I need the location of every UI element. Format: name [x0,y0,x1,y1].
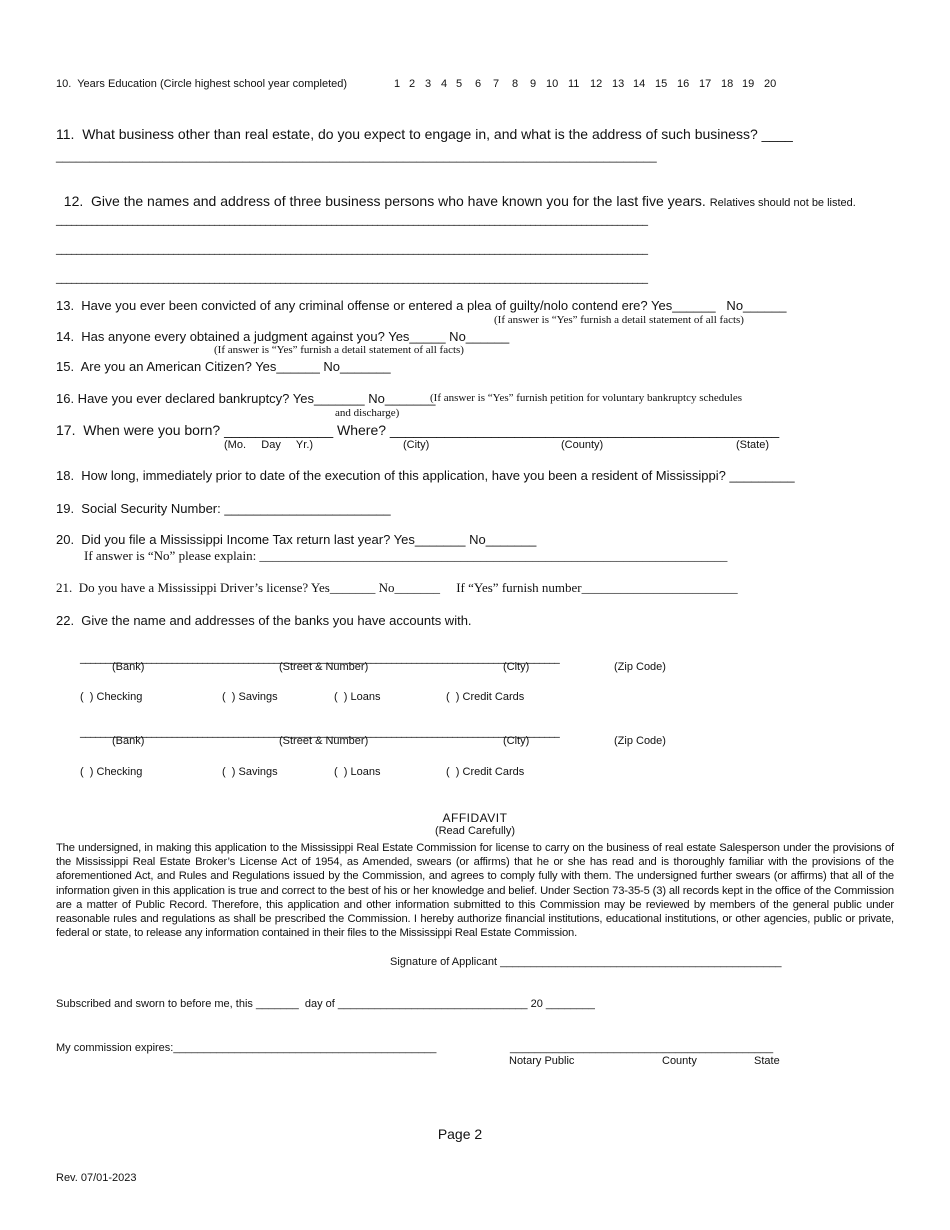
q15-label[interactable]: 15. Are you an American Citizen? Yes______ No_______ [56,359,391,374]
year-option[interactable]: 20 [764,78,777,90]
bank-1-col-city: (City) [503,661,530,673]
bank-1-col-zip: (Zip Code) [614,661,666,673]
signature-line[interactable]: Signature of Applicant ______________________________________________ [390,956,782,968]
year-option[interactable]: 14 [633,78,646,90]
year-option[interactable]: 19 [742,78,755,90]
notary-public-label: Notary Public [509,1055,575,1067]
bank-2-credit-checkbox[interactable]: ( ) Credit Cards [446,766,525,778]
q17-label[interactable]: 17. When were you born? ______________ Where? __________________________________________________ [56,422,780,438]
revision-label: Rev. 07/01-2023 [56,1172,137,1184]
year-option[interactable]: 8 [512,78,519,90]
bank-2-savings-checkbox[interactable]: ( ) Savings [222,766,278,778]
year-option[interactable]: 12 [590,78,603,90]
commission-expires-line[interactable]: My commission expires:___________________________________________ [56,1042,437,1054]
q12-line-2[interactable]: ____________________________________________________________________________________________________________________ [56,242,648,255]
notary-state-label: State [754,1055,780,1067]
q19-label[interactable]: 19. Social Security Number: _______________________ [56,501,391,516]
q12-label [56,180,856,209]
q17-sub-city: (City) [403,439,430,451]
bank-2-col-street: (Street & Number) [279,735,369,747]
q11-answer-line[interactable]: __________________________________________________________________________________________ [56,149,657,163]
bank-1-col-bank: (Bank) [112,661,145,673]
year-option[interactable]: 16 [677,78,690,90]
year-option[interactable]: 2 [409,78,416,90]
bank-1-line[interactable]: ______________________________________________________________________________________________ [80,651,560,664]
q11-label: 11. What business other than real estate, do you expect to engage in, and what is the address of such business? ____ [56,126,793,142]
q18-label[interactable]: 18. How long, immediately prior to date of the execution of this application, have you been a resident of Mississippi? _________ [56,468,795,483]
bank-1-loans-checkbox[interactable]: ( ) Loans [334,691,381,703]
bank-1-col-street: (Street & Number) [279,661,369,673]
bank-2-col-zip: (Zip Code) [614,735,666,747]
year-option[interactable]: 10 [546,78,559,90]
year-option[interactable]: 18 [721,78,734,90]
bank-2-line[interactable]: ______________________________________________________________________________________________ [80,725,560,738]
q13-label[interactable]: 13. Have you ever been convicted of any criminal offense or entered a plea of guilty/nolo contend ere? Yes______ No______ [56,298,787,313]
notary-county-label: County [662,1055,697,1067]
q17-sub-date: (Mo. Day Yr.) [224,439,314,451]
year-option[interactable]: 1 [394,78,401,90]
q14-label[interactable]: 14. Has anyone every obtained a judgment against you? Yes_____ No______ [56,329,510,344]
q21-label[interactable]: 21. Do you have a Mississippi Driver’s license? Yes_______ No_______ If “Yes” furnish number________________________ [56,580,738,595]
affidavit-body: The undersigned, in making this application to the Mississippi Real Estate Commission for license to carry on the business of real estate Salesperson under the provisions of the Mississippi Real Estate Broker’s License Act of 1954, as Amended, swears (or affirms) that he or she has read and is thoroughly familiar with the provisions of the aforementioned Act, and Rules and Regulations issued by the Commission, and agrees to comply fully with them. The undersigned further swears (or affirms) that all of the information given in this application is true and correct to the best of his or her knowledge and belief. Under Section 73-35-5 (3) all records kept in the office of the Commission are a matter of Public Record. Therefore, this application and other information submitted to this Commission may be reviewed by members of the general public under reasonable rules and regulations as shall be prescribed the Commission. I hereby authorize financial institutions, educational institutions, or other agencies, public or private, federal or state, to release any information contained in their files to the Mississippi Real Estate Commission. [56,842,894,940]
page-number: Page 2 [437,1126,483,1142]
year-option[interactable]: 3 [425,78,432,90]
year-option[interactable]: 17 [699,78,712,90]
affidavit-title: AFFIDAVIT [442,811,508,825]
year-option[interactable]: 13 [612,78,625,90]
sworn-line[interactable]: Subscribed and sworn to before me, this _______ day of _______________________________ 20 ________ [56,998,595,1010]
bank-1-checking-checkbox[interactable]: ( ) Checking [80,691,143,703]
q12-question: 12. Give the names and address of three business persons who have known you for the last five years. [63,193,706,209]
year-option[interactable]: 11 [568,78,580,90]
q13-note: (If answer is “Yes” furnish a detail statement of all facts) [494,314,744,326]
bank-1-credit-checkbox[interactable]: ( ) Credit Cards [446,691,525,703]
q20-label[interactable]: 20. Did you file a Mississippi Income Tax return last year? Yes_______ No_______ [56,532,537,547]
affidavit-subtitle: (Read Carefully) [434,825,516,837]
q17-sub-state: (State) [736,439,770,451]
year-option[interactable]: 15 [655,78,668,90]
bank-2-checking-checkbox[interactable]: ( ) Checking [80,766,143,778]
q14-note: (If answer is “Yes” furnish a detail statement of all facts) [214,344,464,356]
bank-2-loans-checkbox[interactable]: ( ) Loans [334,766,381,778]
year-option[interactable]: 5 [456,78,463,90]
year-option[interactable]: 6 [475,78,482,90]
year-option[interactable]: 9 [530,78,537,90]
q16-note-2: and discharge) [335,407,400,419]
q10-label: 10. Years Education (Circle highest school year completed) [56,78,348,90]
q12-note: Relatives should not be listed. [709,197,856,209]
q16-note-1: (If answer is “Yes” furnish petition for voluntary bankruptcy schedules [430,392,743,404]
bank-2-col-bank: (Bank) [112,735,145,747]
q16-label[interactable]: 16. Have you ever declared bankruptcy? Yes_______ No_______ [56,391,436,406]
bank-2-col-city: (City) [503,735,530,747]
q12-line-3[interactable]: ____________________________________________________________________________________________________________________ [56,271,648,284]
year-option[interactable]: 7 [493,78,500,90]
notary-line[interactable]: ___________________________________________ [510,1042,774,1054]
q12-line-1[interactable]: ____________________________________________________________________________________________________________________ [56,213,648,226]
q22-label: 22. Give the name and addresses of the banks you have accounts with. [56,613,472,628]
bank-1-savings-checkbox[interactable]: ( ) Savings [222,691,278,703]
q20-explain[interactable]: If answer is “No” please explain: ________________________________________________________________________ [84,548,728,563]
year-option[interactable]: 4 [441,78,448,90]
q17-sub-county: (County) [561,439,604,451]
